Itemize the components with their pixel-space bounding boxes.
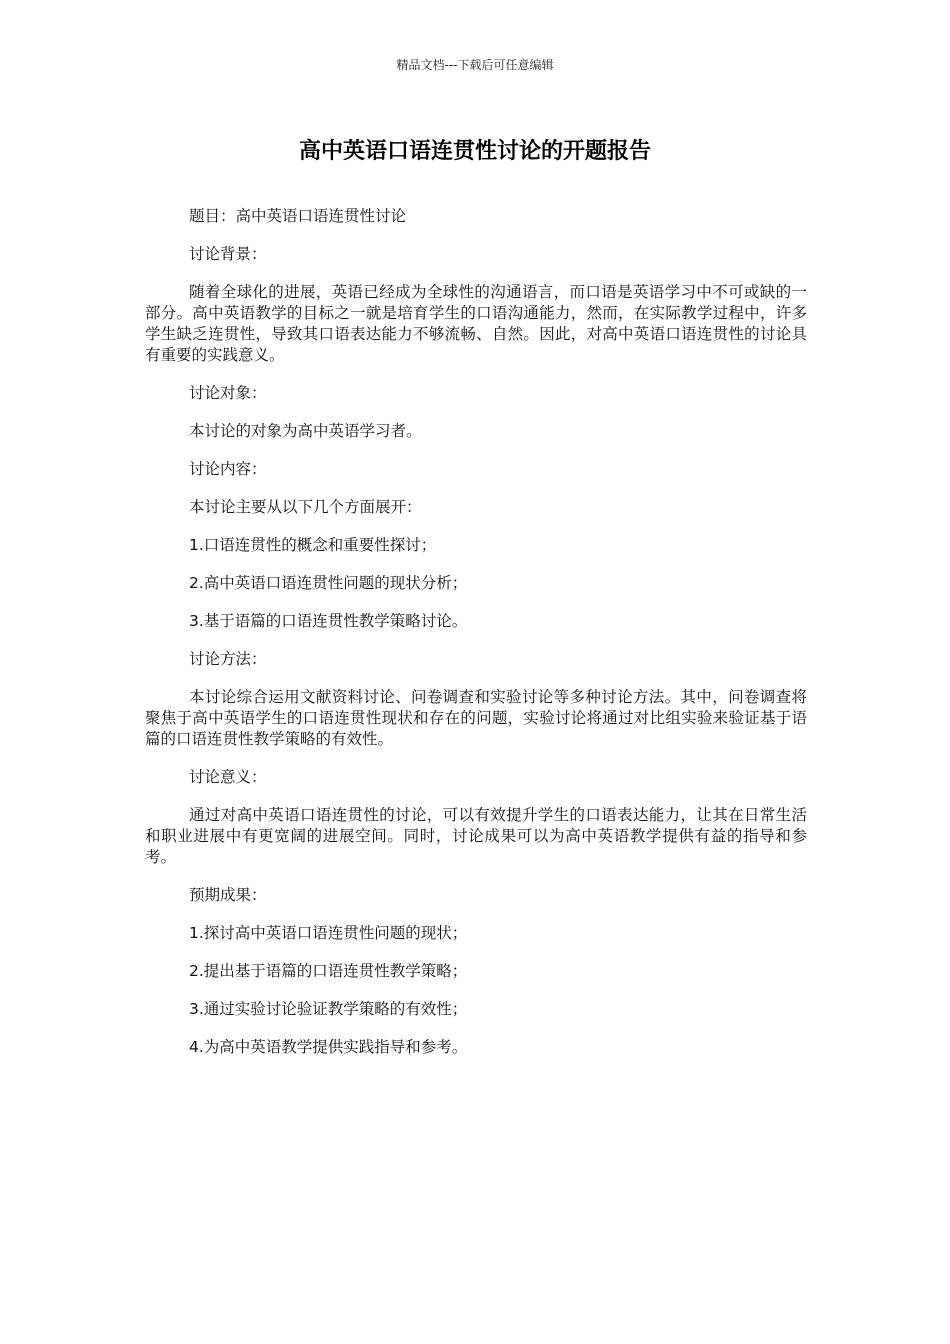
document-body: [145, 206, 807, 1075]
section-heading-method: 讨论方法：: [189, 650, 267, 668]
section-heading-subject: 讨论对象：: [189, 384, 267, 402]
outcome-list-item: 2.提出基于语篇的口语连贯性教学策略；: [189, 962, 468, 980]
topic-line: 题目：高中英语口语连贯性讨论: [189, 207, 407, 225]
subject-paragraph: 本讨论的对象为高中英语学习者。: [189, 422, 422, 440]
section-heading-content: 讨论内容：: [189, 460, 267, 478]
outcome-list-item: 3.通过实验讨论验证教学策略的有效性；: [189, 1000, 468, 1018]
content-intro-paragraph: 本讨论主要从以下几个方面展开：: [189, 498, 422, 516]
significance-paragraph: 通过对高中英语口语连贯性的讨论，可以有效提升学生的口语表达能力，让其在日常生活和职业进展中有更宽阔的进展空间。同时，讨论成果可以为高中英语教学提供有益的指导和参考。: [145, 806, 807, 866]
method-paragraph: 本讨论综合运用文献资料讨论、问卷调查和实验讨论等多种讨论方法。其中，问卷调查将聚焦于高中英语学生的口语连贯性现状和存在的问题，实验讨论将通过对比组实验来验证基于语篇的口语连贯性教学策略的有效性。: [145, 688, 807, 748]
section-heading-outcomes: 预期成果：: [189, 886, 267, 904]
content-list-item: 1.口语连贯性的概念和重要性探讨；: [189, 536, 437, 554]
header-note: 精品文档---下载后可任意编辑: [396, 58, 554, 72]
outcome-list-item: 1.探讨高中英语口语连贯性问题的现状；: [189, 924, 468, 942]
background-paragraph: 随着全球化的进展，英语已经成为全球性的沟通语言，而口语是英语学习中不可或缺的一部分。高中英语教学的目标之一就是培育学生的口语沟通能力，然而，在实际教学过程中，许多学生缺乏连贯性，导致其口语表达能力不够流畅、自然。因此，对高中英语口语连贯性的讨论具有重要的实践意义。: [145, 283, 807, 364]
section-heading-significance: 讨论意义：: [189, 768, 267, 786]
outcome-list-item: 4.为高中英语教学提供实践指导和参考。: [189, 1038, 468, 1056]
content-list-item: 2.高中英语口语连贯性问题的现状分析；: [189, 574, 468, 592]
document-title: 高中英语口语连贯性讨论的开题报告: [298, 139, 651, 164]
section-heading-background: 讨论背景：: [189, 245, 267, 263]
content-list-item: 3.基于语篇的口语连贯性教学策略讨论。: [189, 612, 468, 630]
